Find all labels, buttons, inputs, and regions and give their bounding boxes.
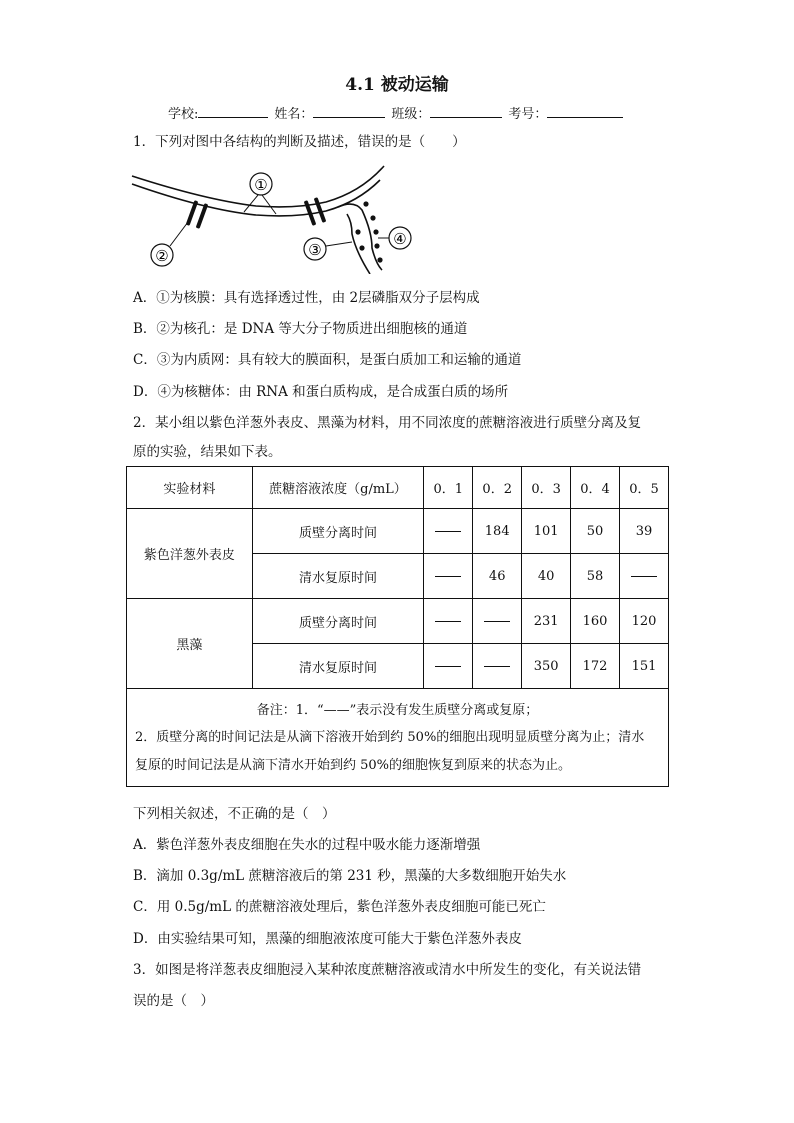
results-table [126,466,669,787]
q1-option-a: A．①为核膜：具有选择透过性，由 2层磷脂双分子层构成 [133,290,480,306]
table-row [127,509,669,554]
name-blank [313,105,385,118]
row-label: 清水复原时间 [252,554,424,599]
table-cell [424,554,473,599]
table-cell [620,554,669,599]
table-cell: 231 [522,599,571,644]
q1-stem: 1．下列对图中各结构的判断及描述，错误的是（ ） [133,134,466,150]
q2-option-a: A．紫色洋葱外表皮细胞在失水的过程中吸水能力逐渐增强 [133,837,481,853]
figure-label-3: ③ [308,241,322,259]
table-cell [473,599,522,644]
table-cell [473,644,522,689]
table-cell: 350 [522,644,571,689]
q2-option-b: B．滴加 0.3g/mL 蔗糖溶液后的第 231 秒，黑藻的大多数细胞开始失水 [133,868,567,884]
header-conc-cell: 0．5 [620,467,669,509]
class-blank [430,105,502,118]
q2-option-d: D．由实验结果可知，黑藻的细胞液浓度可能大于紫色洋葱外表皮 [133,931,522,947]
header-conc-cell: 0．3 [522,467,571,509]
school-label: 学校: [168,107,199,122]
material-cell: 紫色洋葱外表皮 [127,509,253,599]
student-info-line [168,103,629,122]
table-cell: 151 [620,644,669,689]
row-label: 质壁分离时间 [252,599,424,644]
table-cell: 46 [473,554,522,599]
table-cell: 101 [522,509,571,554]
no-change-dash [484,666,510,667]
table-cell [424,644,473,689]
q2-option-c: C．用 0.5g/mL 的蔗糖溶液处理后，紫色洋葱外表皮细胞可能已死亡 [133,899,546,915]
table-cell: 50 [571,509,620,554]
material-cell: 黑藻 [127,599,253,689]
no-change-dash [435,531,461,532]
q3-stem-line1: 3．如图是将洋葱表皮细胞浸入某种浓度蔗糖溶液或清水中所发生的变化，有关说法错 [133,962,642,978]
exam-label: 考号： [508,107,548,122]
q2-question: 下列相关叙述，不正确的是（ ） [133,806,336,822]
figure-label-2: ② [155,247,169,265]
table-note-row [127,689,669,787]
no-change-dash [435,666,461,667]
page-title: 4.1 被动运输 [345,75,449,95]
q2-stem-line2: 原的实验，结果如下表。 [133,444,282,460]
table-row [127,599,669,644]
header-material: 实验材料 [127,467,253,509]
no-change-dash [435,576,461,577]
row-label: 质壁分离时间 [252,509,424,554]
table-cell [424,599,473,644]
name-label: 姓名： [274,107,314,122]
header-conc-cell: 0．1 [424,467,473,509]
table-cell: 40 [522,554,571,599]
nuclear-pore [186,200,209,229]
class-label: 班级： [391,107,431,122]
table-header-row [127,467,669,509]
figure-label-4: ④ [393,230,407,248]
table-cell: 160 [571,599,620,644]
header-concentration: 蔗糖溶液浓度（g/mL） [252,467,424,509]
table-cell: 120 [620,599,669,644]
table-cell: 184 [473,509,522,554]
table-cell: 58 [571,554,620,599]
figure-label-1: ① [254,176,268,194]
table-cell: 39 [620,509,669,554]
row-label: 清水复原时间 [252,644,424,689]
q2-stem-line1: 2．某小组以紫色洋葱外表皮、黑藻为材料，用不同浓度的蔗糖溶液进行质壁分离及复 [133,415,642,431]
q1-option-c: C．③为内质网：具有较大的膜面积，是蛋白质加工和运输的通道 [133,352,522,368]
header-conc-cell: 0．2 [473,467,522,509]
header-conc-cell: 0．4 [571,467,620,509]
q3-stem-line2: 误的是（ ） [133,993,214,1009]
no-change-dash [435,621,461,622]
table-cell: 172 [571,644,620,689]
exam-blank [547,105,623,118]
table-cell [424,509,473,554]
table-note-cell [127,689,669,787]
nuclear-envelope-figure [126,162,426,274]
no-change-dash [484,621,510,622]
table-note-1: 备注：1．“——”表示没有发生质壁分离或复原； [256,703,539,718]
no-change-dash [631,576,657,577]
table-note-2: 2．质壁分离的时间记法是从滴下溶液开始到约 50%的细胞出现明显质壁分离为止；清水复原的时间记法是从滴下清水开始到约 50%的细胞恢复到原来的状态为止。 [135,730,645,773]
q1-option-d: D．④为核糖体：由 RNA 和蛋白质构成，是合成蛋白质的场所 [133,384,509,400]
q1-option-b: B．②为核孔：是 DNA 等大分子物质进出细胞核的通道 [133,321,468,337]
school-blank [198,105,268,118]
